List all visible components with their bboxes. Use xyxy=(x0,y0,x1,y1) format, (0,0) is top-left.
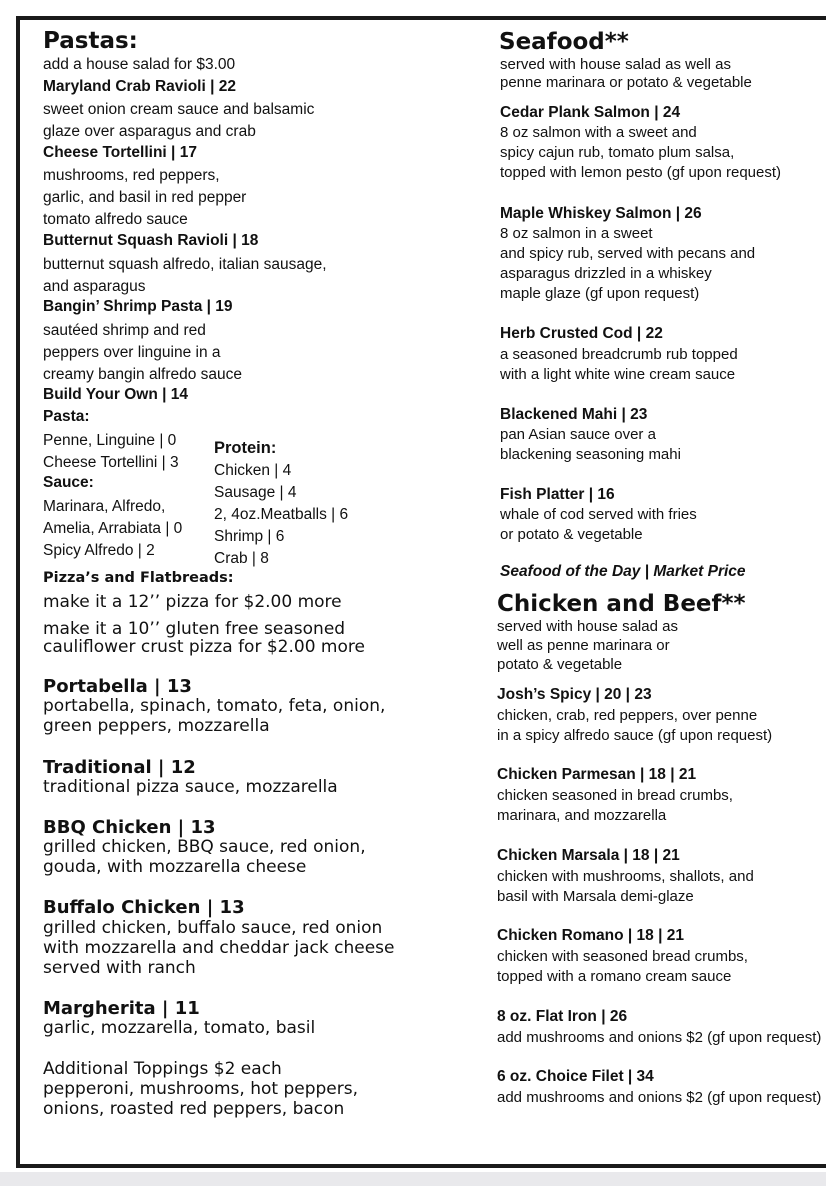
pizza-item-name: Traditional | 12 xyxy=(43,757,196,778)
seafood-item-desc: 8 oz salmon in a sweet xyxy=(500,225,653,242)
pizza-item-name: Margherita | 11 xyxy=(43,998,200,1019)
seafood-item-desc: whale of cod served with fries xyxy=(500,506,697,523)
seafood-subtitle: penne marinara or potato & vegetable xyxy=(500,74,752,91)
chicken-item-desc: chicken with mushrooms, shallots, and xyxy=(497,868,754,885)
pizza-title: Pizza’s and Flatbreads: xyxy=(43,570,234,586)
chicken-item-name: Chicken Romano | 18 | 21 xyxy=(497,927,684,944)
pizza-item-desc: gouda, with mozzarella cheese xyxy=(43,857,307,877)
chicken-item-desc: chicken with seasoned bread crumbs, xyxy=(497,948,748,965)
pasta-item-desc: peppers over linguine in a xyxy=(43,344,221,361)
pizza-item-desc: grilled chicken, buffalo sauce, red onion xyxy=(43,918,383,938)
pasta-item-desc: tomato alfredo sauce xyxy=(43,211,188,228)
build-sauce-option: Marinara, Alfredo, xyxy=(43,498,166,515)
build-sauce-label: Sauce: xyxy=(43,474,94,491)
chicken-item-desc: chicken, crab, red peppers, over penne xyxy=(497,707,758,724)
seafood-item-desc: or potato & vegetable xyxy=(500,526,643,543)
pizza-item-desc: traditional pizza sauce, mozzarella xyxy=(43,777,338,797)
pastas-title: Pastas: xyxy=(43,28,138,54)
pizza-item-desc: served with ranch xyxy=(43,958,196,978)
seafood-item-desc: topped with lemon pesto (gf upon request) xyxy=(500,164,782,181)
beef-item-name: 6 oz. Choice Filet | 34 xyxy=(497,1068,654,1085)
chicken-beef-title: Chicken and Beef** xyxy=(497,591,746,617)
seafood-item-desc: 8 oz salmon with a sweet and xyxy=(500,124,697,141)
build-protein-option: Chicken | 4 xyxy=(214,462,292,479)
pasta-item-desc: garlic, and basil in red pepper xyxy=(43,189,247,206)
pizza-item-name: Portabella | 13 xyxy=(43,676,192,697)
build-pasta-option: Penne, Linguine | 0 xyxy=(43,432,177,449)
seafood-of-the-day: Seafood of the Day | Market Price xyxy=(500,563,746,580)
pizza-item-desc: with mozzarella and cheddar jack cheese xyxy=(43,938,395,958)
chicken-item-desc: in a spicy alfredo sauce (gf upon request) xyxy=(497,727,773,744)
toppings-list: pepperoni, mushrooms, hot peppers, xyxy=(43,1079,359,1099)
pasta-item-desc: butternut squash alfredo, italian sausage, xyxy=(43,256,327,273)
seafood-item-desc: and spicy rub, served with pecans and xyxy=(500,245,756,262)
pizza-item-desc: grilled chicken, BBQ sauce, red onion, xyxy=(43,837,366,857)
pasta-item-name: Bangin’ Shrimp Pasta | 19 xyxy=(43,298,233,315)
chicken-item-desc: marinara, and mozzarella xyxy=(497,807,667,824)
toppings-list: onions, roasted red peppers, bacon xyxy=(43,1099,345,1119)
seafood-item-desc: with a light white wine cream sauce xyxy=(500,366,736,383)
seafood-item-desc: blackening seasoning mahi xyxy=(500,446,681,463)
pizza-item-desc: portabella, spinach, tomato, feta, onion, xyxy=(43,696,386,716)
build-protein-option: Shrimp | 6 xyxy=(214,528,285,545)
beef-item-desc: add mushrooms and onions $2 (gf upon request) xyxy=(497,1089,822,1106)
seafood-item-name: Maple Whiskey Salmon | 26 xyxy=(500,205,702,222)
seafood-item-desc: pan Asian sauce over a xyxy=(500,426,656,443)
build-protein-label: Protein: xyxy=(214,439,277,457)
build-sauce-option: Amelia, Arrabiata | 0 xyxy=(43,520,183,537)
chicken-beef-subtitle: served with house salad as xyxy=(497,618,678,635)
pizza-item-desc: garlic, mozzarella, tomato, basil xyxy=(43,1018,316,1038)
build-your-own-title: Build Your Own | 14 xyxy=(43,386,189,403)
pizza-note: cauliflower crust pizza for $2.00 more xyxy=(43,637,365,657)
pasta-item-desc: glaze over asparagus and crab xyxy=(43,123,256,140)
chicken-item-name: Josh’s Spicy | 20 | 23 xyxy=(497,686,652,703)
pastas-note: add a house salad for $3.00 xyxy=(43,56,236,73)
seafood-item-desc: asparagus drizzled in a whiskey xyxy=(500,265,712,282)
build-pasta-option: Cheese Tortellini | 3 xyxy=(43,454,179,471)
chicken-beef-subtitle: potato & vegetable xyxy=(497,656,623,673)
seafood-item-name: Blackened Mahi | 23 xyxy=(500,406,648,423)
build-protein-option: Sausage | 4 xyxy=(214,484,297,501)
build-pasta-label: Pasta: xyxy=(43,408,90,425)
toppings-title: Additional Toppings $2 each xyxy=(43,1059,282,1079)
pasta-item-desc: and asparagus xyxy=(43,278,146,295)
pizza-note: make it a 10’’ gluten free seasoned xyxy=(43,619,346,639)
build-protein-option: Crab | 8 xyxy=(214,550,269,567)
pasta-item-name: Butternut Squash Ravioli | 18 xyxy=(43,232,259,249)
seafood-item-name: Herb Crusted Cod | 22 xyxy=(500,325,663,342)
chicken-item-desc: topped with a romano cream sauce xyxy=(497,968,732,985)
pasta-item-name: Maryland Crab Ravioli | 22 xyxy=(43,78,236,95)
seafood-item-name: Cedar Plank Salmon | 24 xyxy=(500,104,681,121)
beef-item-desc: add mushrooms and onions $2 (gf upon request) xyxy=(497,1029,822,1046)
build-protein-option: 2, 4oz.Meatballs | 6 xyxy=(214,506,349,523)
pizza-item-name: BBQ Chicken | 13 xyxy=(43,817,216,838)
pasta-item-desc: sweet onion cream sauce and balsamic xyxy=(43,101,315,118)
pasta-item-desc: mushrooms, red peppers, xyxy=(43,167,220,184)
build-sauce-option: Spicy Alfredo | 2 xyxy=(43,542,155,559)
chicken-beef-subtitle: well as penne marinara or xyxy=(497,637,670,654)
seafood-item-name: Fish Platter | 16 xyxy=(500,486,615,503)
pizza-item-desc: green peppers, mozzarella xyxy=(43,716,270,736)
seafood-title: Seafood** xyxy=(499,29,629,55)
chicken-item-desc: chicken seasoned in bread crumbs, xyxy=(497,787,733,804)
beef-item-name: 8 oz. Flat Iron | 26 xyxy=(497,1008,628,1025)
pasta-item-name: Cheese Tortellini | 17 xyxy=(43,144,197,161)
chicken-item-desc: basil with Marsala demi-glaze xyxy=(497,888,694,905)
seafood-subtitle: served with house salad as well as xyxy=(500,56,731,73)
pasta-item-desc: sautéed shrimp and red xyxy=(43,322,206,339)
pizza-item-name: Buffalo Chicken | 13 xyxy=(43,897,245,918)
pizza-note: make it a 12’’ pizza for $2.00 more xyxy=(43,592,342,612)
seafood-item-desc: maple glaze (gf upon request) xyxy=(500,285,700,302)
seafood-item-desc: spicy cajun rub, tomato plum salsa, xyxy=(500,144,735,161)
chicken-item-name: Chicken Parmesan | 18 | 21 xyxy=(497,766,697,783)
page-bottom-edge xyxy=(0,1172,826,1186)
seafood-item-desc: a seasoned breadcrumb rub topped xyxy=(500,346,738,363)
chicken-item-name: Chicken Marsala | 18 | 21 xyxy=(497,847,680,864)
pasta-item-desc: creamy bangin alfredo sauce xyxy=(43,366,243,383)
